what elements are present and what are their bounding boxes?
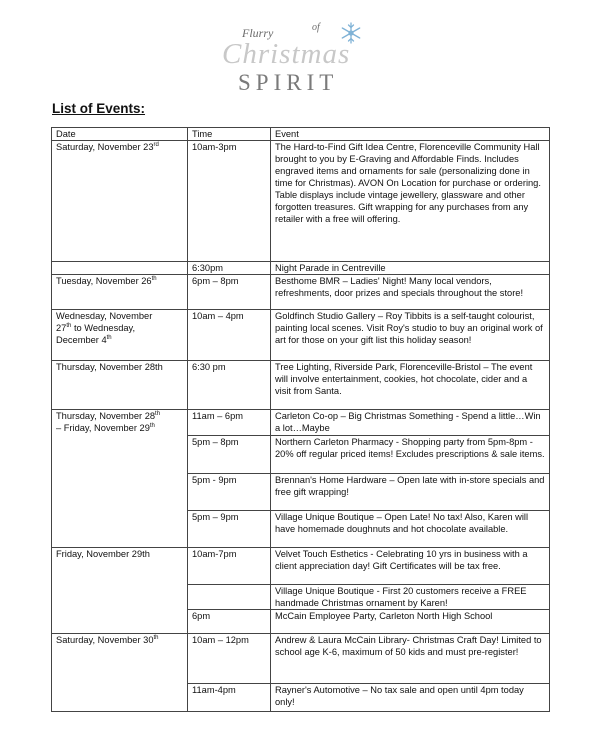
- event-cell: Tree Lighting, Riverside Park, Florenceville-Bristol – The event will involve entertainment, cookies, hot chocolate, cider and a visit from Santa.: [271, 361, 550, 410]
- time-cell: 6pm: [188, 610, 271, 634]
- table-row: [52, 410, 550, 436]
- table-row: [52, 141, 550, 262]
- time-cell: 6:30pm: [188, 262, 271, 275]
- date-cell: Saturday, November 30th: [52, 634, 188, 712]
- event-cell: The Hard-to-Find Gift Idea Centre, Florenceville Community Hall brought to you by E-Graving and Affordable Finds. Includes engraved items and ornaments for sale (personalizing done in time for Christmas). AVON On Location for purchase or ordering. Table displays include vintage jewellery, glassware and other forgotten treasures. Gift wrapping for any purchases from any retailer with a free will offering.: [271, 141, 550, 262]
- table-row: [52, 262, 550, 275]
- table-header-row: [52, 128, 550, 141]
- time-cell: 5pm – 9pm: [188, 511, 271, 548]
- time-cell: 11am – 6pm: [188, 410, 271, 436]
- logo-word-flurry: Flurry: [242, 26, 274, 40]
- table-row: [52, 548, 550, 585]
- event-cell: Night Parade in Centreville: [271, 262, 550, 275]
- event-logo: [222, 16, 392, 96]
- event-cell: Village Unique Boutique – Open Late! No tax! Also, Karen will have homemade doughnuts and hot chocolate available.: [271, 511, 550, 548]
- table-row: [52, 275, 550, 310]
- time-cell: 5pm - 9pm: [188, 474, 271, 511]
- time-cell: 6pm – 8pm: [188, 275, 271, 310]
- event-cell: McCain Employee Party, Carleton North High School: [271, 610, 550, 634]
- list-title: List of Events:: [52, 101, 146, 116]
- table-row: [52, 361, 550, 410]
- event-cell: Goldfinch Studio Gallery – Roy Tibbits is a self-taught colourist, painting local scenes. Visit Roy's studio to buy an original work of art for those on your gift list this holiday season!: [271, 310, 550, 361]
- date-cell: Friday, November 29th: [52, 548, 188, 634]
- header-time: Time: [188, 128, 271, 141]
- date-cell: [52, 262, 188, 275]
- logo-word-christmas: Christmas: [222, 38, 351, 70]
- time-cell: 10am-7pm: [188, 548, 271, 585]
- logo-word-of: of: [312, 22, 320, 33]
- table-row: [52, 634, 550, 684]
- event-cell: Carleton Co-op – Big Christmas Something - Spend a little…Win a lot…Maybe: [271, 410, 550, 436]
- date-cell: Saturday, November 23rd: [52, 141, 188, 262]
- event-cell: Rayner's Automotive – No tax sale and open until 4pm today only!: [271, 684, 550, 712]
- header-event: Event: [271, 128, 550, 141]
- date-cell: Thursday, November 28th: [52, 361, 188, 410]
- time-cell: [188, 585, 271, 610]
- time-cell: 11am-4pm: [188, 684, 271, 712]
- event-cell: Brennan's Home Hardware – Open late with in-store specials and free gift wrapping!: [271, 474, 550, 511]
- header-date: Date: [52, 128, 188, 141]
- logo-word-spirit: SPIRIT: [238, 70, 339, 95]
- event-cell: Northern Carleton Pharmacy - Shopping party from 5pm-8pm - 20% off regular priced items! Excludes prescriptions & sale items.: [271, 436, 550, 474]
- time-cell: 10am – 4pm: [188, 310, 271, 361]
- date-cell: Thursday, November 28th – Friday, November 29th: [52, 410, 188, 548]
- time-cell: 5pm – 8pm: [188, 436, 271, 474]
- date-cell: Tuesday, November 26th: [52, 275, 188, 310]
- time-cell: 10am-3pm: [188, 141, 271, 262]
- table-row: [52, 310, 550, 361]
- event-cell: Andrew & Laura McCain Library- Christmas Craft Day! Limited to school age K-6, maximum of 50 kids and must pre-register!: [271, 634, 550, 684]
- event-cell: Velvet Touch Esthetics - Celebrating 10 yrs in business with a client appreciation day! Gift Certificates will be tax free.: [271, 548, 550, 585]
- time-cell: 10am – 12pm: [188, 634, 271, 684]
- time-cell: 6:30 pm: [188, 361, 271, 410]
- date-cell: Wednesday, November 27th to Wednesday, December 4th: [52, 310, 188, 361]
- events-table: [51, 127, 550, 712]
- event-cell: Besthome BMR – Ladies' Night! Many local vendors, refreshments, door prizes and specials throughout the store!: [271, 275, 550, 310]
- event-cell: Village Unique Boutique - First 20 customers receive a FREE handmade Christmas ornament by Karen!: [271, 585, 550, 610]
